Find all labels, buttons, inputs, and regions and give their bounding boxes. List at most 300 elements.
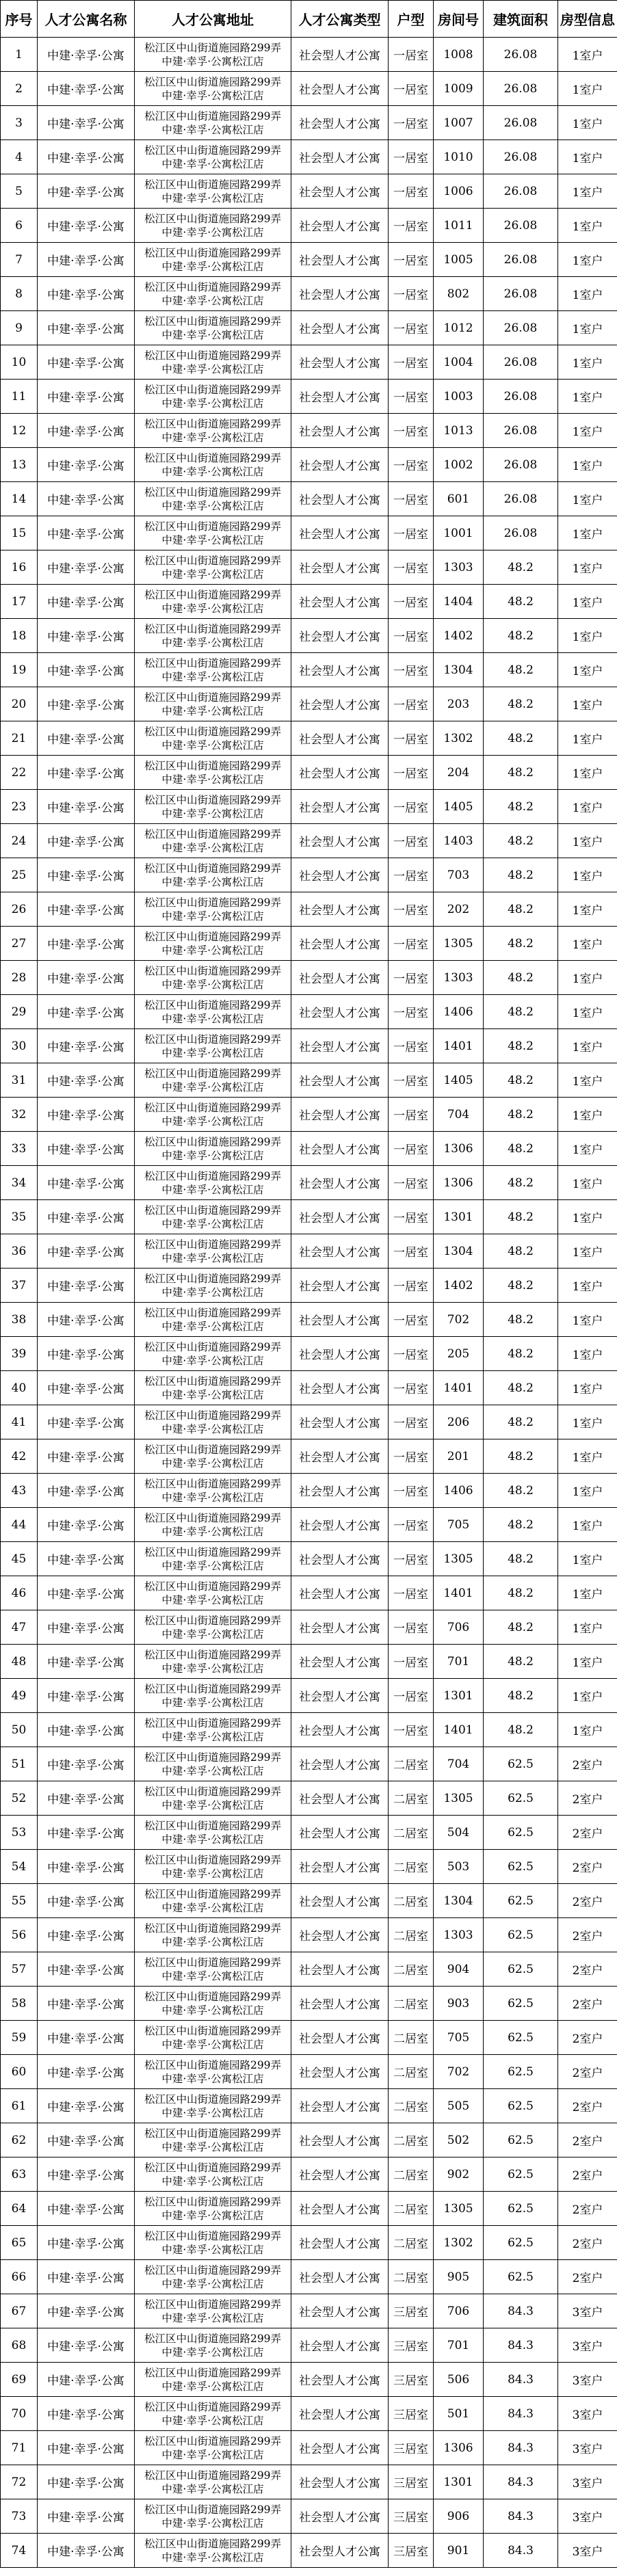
- cell-seq: 29: [1, 995, 38, 1029]
- table-row: [1, 1884, 617, 1918]
- table-row: [1, 516, 617, 550]
- cell-seq: 65: [1, 2226, 38, 2260]
- cell-layout: 一居室: [389, 653, 434, 687]
- cell-apartment-address: [135, 174, 291, 209]
- cell-apartment-name: 中建·幸孚·公寓: [38, 1884, 135, 1918]
- cell-layout: 一居室: [389, 345, 434, 380]
- cell-apartment-type: 社会型人才公寓: [291, 1166, 389, 1200]
- cell-room-number: 1306: [434, 2431, 484, 2465]
- cell-room-number: 1305: [434, 2192, 484, 2226]
- cell-apartment-address: [135, 1234, 291, 1269]
- cell-apartment-name: 中建·幸孚·公寓: [38, 1337, 135, 1371]
- cell-room-number: 1009: [434, 72, 484, 106]
- address-line-1: 松江区中山街道施园路299弄: [144, 827, 282, 840]
- cell-room-number: 904: [434, 1952, 484, 1987]
- cell-floor-area: 26.08: [484, 448, 558, 482]
- cell-seq: 19: [1, 653, 38, 687]
- cell-floor-area: 48.2: [484, 824, 558, 858]
- address-line-1: 松江区中山街道施园路299弄: [144, 588, 282, 601]
- table-row: [1, 1132, 617, 1166]
- cell-apartment-address: [135, 482, 291, 516]
- cell-room-info: 1室户: [558, 414, 617, 448]
- address-line-1: 松江区中山街道施园路299弄: [144, 2469, 282, 2482]
- address-line-2: 中建·幸孚·公寓松江店: [161, 739, 264, 752]
- cell-apartment-type: 社会型人才公寓: [291, 1132, 389, 1166]
- address-line-1: 松江区中山街道施园路299弄: [144, 1135, 282, 1148]
- cell-layout: 一居室: [389, 106, 434, 140]
- table-row: [1, 106, 617, 140]
- cell-apartment-address: [135, 1439, 291, 1474]
- address-line-1: 松江区中山街道施园路299弄: [144, 1990, 282, 2003]
- address-line-2: 中建·幸孚·公寓松江店: [161, 1115, 264, 1128]
- cell-seq: 69: [1, 2363, 38, 2397]
- cell-layout: 二居室: [389, 2055, 434, 2089]
- cell-apartment-name: 中建·幸孚·公寓: [38, 1439, 135, 1474]
- cell-room-number: 204: [434, 756, 484, 790]
- address-line-2: 中建·幸孚·公寓松江店: [161, 1491, 264, 1504]
- header-floor-area: 建筑面积: [484, 1, 558, 38]
- header-layout: 户型: [389, 1, 434, 38]
- address-line-2: 中建·幸孚·公寓松江店: [161, 2004, 264, 2017]
- cell-apartment-type: 社会型人才公寓: [291, 824, 389, 858]
- cell-room-info: 1室户: [558, 1474, 617, 1508]
- cell-floor-area: 48.2: [484, 1371, 558, 1405]
- cell-apartment-address: [135, 1781, 291, 1816]
- cell-apartment-type: 社会型人才公寓: [291, 209, 389, 243]
- cell-apartment-address: [135, 585, 291, 619]
- cell-seq: 39: [1, 1337, 38, 1371]
- cell-apartment-name: 中建·幸孚·公寓: [38, 1234, 135, 1269]
- cell-apartment-address: [135, 1303, 291, 1337]
- table-row: [1, 2089, 617, 2123]
- cell-seq: 40: [1, 1371, 38, 1405]
- cell-seq: 72: [1, 2465, 38, 2499]
- address-line-1: 松江区中山街道施园路299弄: [144, 144, 282, 157]
- cell-room-info: 1室户: [558, 1542, 617, 1576]
- cell-layout: 一居室: [389, 790, 434, 824]
- address-line-1: 松江区中山街道施园路299弄: [144, 75, 282, 88]
- cell-apartment-type: 社会型人才公寓: [291, 1029, 389, 1063]
- address-line-2: 中建·幸孚·公寓松江店: [161, 1422, 264, 1435]
- cell-floor-area: 62.5: [484, 1884, 558, 1918]
- cell-apartment-name: 中建·幸孚·公寓: [38, 380, 135, 414]
- cell-seq: 34: [1, 1166, 38, 1200]
- cell-room-info: 1室户: [558, 961, 617, 995]
- cell-room-number: 1301: [434, 2465, 484, 2499]
- cell-room-number: 702: [434, 2055, 484, 2089]
- cell-floor-area: 62.5: [484, 2123, 558, 2157]
- cell-room-info: 1室户: [558, 106, 617, 140]
- cell-apartment-address: [135, 1884, 291, 1918]
- cell-apartment-name: 中建·幸孚·公寓: [38, 1542, 135, 1576]
- cell-seq: 33: [1, 1132, 38, 1166]
- cell-room-info: 2室户: [558, 1987, 617, 2021]
- cell-seq: 71: [1, 2431, 38, 2465]
- cell-room-number: 502: [434, 2123, 484, 2157]
- table-row: [1, 174, 617, 209]
- cell-seq: 20: [1, 687, 38, 721]
- cell-room-number: 701: [434, 2328, 484, 2363]
- cell-apartment-name: 中建·幸孚·公寓: [38, 721, 135, 756]
- cell-room-number: 701: [434, 1645, 484, 1679]
- cell-apartment-address: [135, 1132, 291, 1166]
- cell-room-number: 1403: [434, 824, 484, 858]
- cell-apartment-name: 中建·幸孚·公寓: [38, 653, 135, 687]
- cell-layout: 二居室: [389, 1918, 434, 1952]
- cell-apartment-type: 社会型人才公寓: [291, 2055, 389, 2089]
- address-line-2: 中建·幸孚·公寓松江店: [161, 2243, 264, 2256]
- address-line-1: 松江区中山街道施园路299弄: [144, 2366, 282, 2379]
- cell-apartment-name: 中建·幸孚·公寓: [38, 277, 135, 311]
- table-row: [1, 2294, 617, 2328]
- address-line-1: 松江区中山街道施园路299弄: [144, 1067, 282, 1080]
- cell-room-number: 205: [434, 1337, 484, 1371]
- cell-apartment-address: [135, 2534, 291, 2568]
- table-row: [1, 995, 617, 1029]
- table-row: [1, 2021, 617, 2055]
- cell-apartment-address: [135, 2294, 291, 2328]
- cell-apartment-address: [135, 1269, 291, 1303]
- table-row: [1, 1303, 617, 1337]
- cell-floor-area: 62.5: [484, 2021, 558, 2055]
- cell-apartment-type: 社会型人才公寓: [291, 1713, 389, 1747]
- cell-floor-area: 48.2: [484, 1098, 558, 1132]
- cell-apartment-type: 社会型人才公寓: [291, 1987, 389, 2021]
- cell-room-number: 601: [434, 482, 484, 516]
- cell-room-number: 1007: [434, 106, 484, 140]
- address-line-2: 中建·幸孚·公寓松江店: [161, 2038, 264, 2051]
- cell-seq: 44: [1, 1508, 38, 1542]
- table-row: [1, 824, 617, 858]
- address-line-2: 中建·幸孚·公寓松江店: [161, 2482, 264, 2495]
- cell-layout: 一居室: [389, 1576, 434, 1610]
- cell-apartment-name: 中建·幸孚·公寓: [38, 550, 135, 585]
- cell-seq: 6: [1, 209, 38, 243]
- cell-floor-area: 62.5: [484, 2157, 558, 2192]
- address-line-1: 松江区中山街道施园路299弄: [144, 109, 282, 122]
- cell-apartment-name: 中建·幸孚·公寓: [38, 2192, 135, 2226]
- cell-floor-area: 48.2: [484, 892, 558, 927]
- cell-layout: 一居室: [389, 1371, 434, 1405]
- table-row: [1, 2397, 617, 2431]
- address-line-1: 松江区中山街道施园路299弄: [144, 2332, 282, 2345]
- table-row: [1, 414, 617, 448]
- cell-apartment-type: 社会型人才公寓: [291, 2397, 389, 2431]
- table-row: [1, 2328, 617, 2363]
- header-row: [1, 1, 617, 38]
- cell-apartment-type: 社会型人才公寓: [291, 106, 389, 140]
- cell-room-info: 1室户: [558, 277, 617, 311]
- table-row: [1, 1679, 617, 1713]
- table-row: [1, 1200, 617, 1234]
- address-line-1: 松江区中山街道施园路299弄: [144, 1853, 282, 1866]
- cell-layout: 一居室: [389, 1337, 434, 1371]
- cell-room-info: 1室户: [558, 619, 617, 653]
- cell-apartment-address: [135, 448, 291, 482]
- cell-seq: 74: [1, 2534, 38, 2568]
- cell-apartment-type: 社会型人才公寓: [291, 140, 389, 174]
- cell-apartment-name: 中建·幸孚·公寓: [38, 1610, 135, 1645]
- cell-floor-area: 48.2: [484, 585, 558, 619]
- cell-apartment-type: 社会型人才公寓: [291, 2294, 389, 2328]
- cell-room-number: 1404: [434, 585, 484, 619]
- cell-seq: 35: [1, 1200, 38, 1234]
- cell-layout: 一居室: [389, 1166, 434, 1200]
- cell-room-info: 2室户: [558, 1952, 617, 1987]
- table-row: [1, 1918, 617, 1952]
- address-line-1: 松江区中山街道施园路299弄: [144, 1716, 282, 1729]
- cell-floor-area: 62.5: [484, 1816, 558, 1850]
- cell-apartment-type: 社会型人才公寓: [291, 619, 389, 653]
- cell-floor-area: 48.2: [484, 1269, 558, 1303]
- address-line-1: 松江区中山街道施园路299弄: [144, 2195, 282, 2208]
- cell-layout: 一居室: [389, 1679, 434, 1713]
- address-line-2: 中建·幸孚·公寓松江店: [161, 807, 264, 820]
- address-line-1: 松江区中山街道施园路299弄: [144, 178, 282, 191]
- cell-layout: 二居室: [389, 2123, 434, 2157]
- cell-apartment-type: 社会型人才公寓: [291, 1508, 389, 1542]
- cell-room-info: 1室户: [558, 448, 617, 482]
- address-line-1: 松江区中山街道施园路299弄: [144, 2058, 282, 2071]
- cell-layout: 二居室: [389, 1987, 434, 2021]
- cell-apartment-type: 社会型人才公寓: [291, 2363, 389, 2397]
- cell-room-number: 505: [434, 2089, 484, 2123]
- table-row: [1, 1234, 617, 1269]
- cell-apartment-name: 中建·幸孚·公寓: [38, 892, 135, 927]
- cell-layout: 一居室: [389, 995, 434, 1029]
- cell-apartment-address: [135, 721, 291, 756]
- address-line-1: 松江区中山街道施园路299弄: [144, 1409, 282, 1422]
- cell-floor-area: 62.5: [484, 1850, 558, 1884]
- cell-room-number: 201: [434, 1439, 484, 1474]
- address-line-2: 中建·幸孚·公寓松江店: [161, 2311, 264, 2324]
- cell-seq: 37: [1, 1269, 38, 1303]
- address-line-2: 中建·幸孚·公寓松江店: [161, 328, 264, 341]
- cell-layout: 一居室: [389, 858, 434, 892]
- table-row: [1, 1508, 617, 1542]
- cell-apartment-name: 中建·幸孚·公寓: [38, 961, 135, 995]
- cell-apartment-address: [135, 2431, 291, 2465]
- cell-apartment-name: 中建·幸孚·公寓: [38, 2226, 135, 2260]
- table-row: [1, 1987, 617, 2021]
- address-line-2: 中建·幸孚·公寓松江店: [161, 2414, 264, 2427]
- cell-room-number: 902: [434, 2157, 484, 2192]
- cell-room-info: 3室户: [558, 2363, 617, 2397]
- cell-apartment-type: 社会型人才公寓: [291, 2499, 389, 2534]
- cell-seq: 11: [1, 380, 38, 414]
- cell-apartment-address: [135, 927, 291, 961]
- address-line-2: 中建·幸孚·公寓松江店: [161, 260, 264, 273]
- cell-seq: 61: [1, 2089, 38, 2123]
- cell-seq: 55: [1, 1884, 38, 1918]
- cell-apartment-type: 社会型人才公寓: [291, 482, 389, 516]
- cell-layout: 一居室: [389, 1098, 434, 1132]
- cell-room-number: 905: [434, 2260, 484, 2294]
- cell-apartment-address: [135, 1850, 291, 1884]
- address-line-2: 中建·幸孚·公寓松江店: [161, 1012, 264, 1025]
- address-line-1: 松江区中山街道施园路299弄: [144, 520, 282, 533]
- table-row: [1, 1371, 617, 1405]
- cell-apartment-type: 社会型人才公寓: [291, 1371, 389, 1405]
- cell-apartment-name: 中建·幸孚·公寓: [38, 1952, 135, 1987]
- cell-floor-area: 48.2: [484, 790, 558, 824]
- cell-layout: 一居室: [389, 1234, 434, 1269]
- cell-room-number: 1306: [434, 1166, 484, 1200]
- cell-floor-area: 48.2: [484, 653, 558, 687]
- cell-apartment-type: 社会型人才公寓: [291, 1439, 389, 1474]
- cell-room-number: 1303: [434, 550, 484, 585]
- cell-apartment-type: 社会型人才公寓: [291, 1405, 389, 1439]
- cell-room-info: 1室户: [558, 995, 617, 1029]
- address-line-2: 中建·幸孚·公寓松江店: [161, 568, 264, 581]
- cell-layout: 一居室: [389, 1439, 434, 1474]
- address-line-1: 松江区中山街道施园路299弄: [144, 486, 282, 499]
- cell-apartment-type: 社会型人才公寓: [291, 1303, 389, 1337]
- cell-apartment-address: [135, 72, 291, 106]
- cell-seq: 73: [1, 2499, 38, 2534]
- cell-apartment-address: [135, 653, 291, 687]
- cell-room-info: 1室户: [558, 1063, 617, 1098]
- header-seq: 序号: [1, 1, 38, 38]
- address-line-1: 松江区中山街道施园路299弄: [144, 896, 282, 909]
- cell-room-info: 1室户: [558, 516, 617, 550]
- address-line-1: 松江区中山街道施园路299弄: [144, 1887, 282, 1900]
- address-line-1: 松江区中山街道施园路299弄: [144, 622, 282, 635]
- cell-apartment-type: 社会型人才公寓: [291, 311, 389, 345]
- address-line-1: 松江区中山街道施园路299弄: [144, 2161, 282, 2174]
- cell-seq: 58: [1, 1987, 38, 2021]
- cell-apartment-name: 中建·幸孚·公寓: [38, 209, 135, 243]
- cell-seq: 27: [1, 927, 38, 961]
- cell-room-info: 1室户: [558, 1508, 617, 1542]
- address-line-2: 中建·幸孚·公寓松江店: [161, 1080, 264, 1093]
- cell-room-number: 1406: [434, 1474, 484, 1508]
- address-line-2: 中建·幸孚·公寓松江店: [161, 2140, 264, 2153]
- address-line-2: 中建·幸孚·公寓松江店: [161, 1046, 264, 1059]
- cell-apartment-name: 中建·幸孚·公寓: [38, 1987, 135, 2021]
- address-line-1: 松江区中山街道施园路299弄: [144, 1477, 282, 1490]
- cell-layout: 三居室: [389, 2465, 434, 2499]
- table-row: [1, 550, 617, 585]
- cell-seq: 10: [1, 345, 38, 380]
- cell-room-number: 704: [434, 1747, 484, 1781]
- cell-apartment-name: 中建·幸孚·公寓: [38, 174, 135, 209]
- address-line-2: 中建·幸孚·公寓松江店: [161, 1149, 264, 1162]
- cell-apartment-name: 中建·幸孚·公寓: [38, 1816, 135, 1850]
- cell-apartment-address: [135, 824, 291, 858]
- cell-apartment-name: 中建·幸孚·公寓: [38, 2294, 135, 2328]
- cell-seq: 56: [1, 1918, 38, 1952]
- cell-room-number: 1402: [434, 619, 484, 653]
- cell-seq: 49: [1, 1679, 38, 1713]
- cell-apartment-type: 社会型人才公寓: [291, 892, 389, 927]
- cell-floor-area: 62.5: [484, 2055, 558, 2089]
- cell-apartment-name: 中建·幸孚·公寓: [38, 243, 135, 277]
- cell-room-info: 1室户: [558, 1029, 617, 1063]
- cell-seq: 8: [1, 277, 38, 311]
- cell-floor-area: 48.2: [484, 858, 558, 892]
- cell-room-info: 1室户: [558, 174, 617, 209]
- cell-floor-area: 48.2: [484, 1200, 558, 1234]
- cell-apartment-address: [135, 1405, 291, 1439]
- address-line-1: 松江区中山街道施园路299弄: [144, 964, 282, 977]
- cell-apartment-type: 社会型人才公寓: [291, 1952, 389, 1987]
- address-line-2: 中建·幸孚·公寓松江店: [161, 2175, 264, 2188]
- table-row: [1, 2431, 617, 2465]
- cell-layout: 一居室: [389, 1132, 434, 1166]
- cell-floor-area: 62.5: [484, 1952, 558, 1987]
- table-row: [1, 687, 617, 721]
- cell-apartment-type: 社会型人才公寓: [291, 414, 389, 448]
- cell-apartment-address: [135, 1508, 291, 1542]
- cell-floor-area: 84.3: [484, 2397, 558, 2431]
- cell-apartment-name: 中建·幸孚·公寓: [38, 72, 135, 106]
- cell-layout: 二居室: [389, 1747, 434, 1781]
- address-line-2: 中建·幸孚·公寓松江店: [161, 294, 264, 307]
- cell-apartment-name: 中建·幸孚·公寓: [38, 1405, 135, 1439]
- cell-apartment-type: 社会型人才公寓: [291, 2260, 389, 2294]
- address-line-2: 中建·幸孚·公寓松江店: [161, 1354, 264, 1367]
- table-row: [1, 2499, 617, 2534]
- cell-seq: 24: [1, 824, 38, 858]
- cell-floor-area: 48.2: [484, 1234, 558, 1269]
- address-line-2: 中建·幸孚·公寓松江店: [161, 362, 264, 375]
- cell-apartment-name: 中建·幸孚·公寓: [38, 2089, 135, 2123]
- table-row: [1, 2260, 617, 2294]
- table-row: [1, 2192, 617, 2226]
- cell-room-info: 1室户: [558, 243, 617, 277]
- cell-apartment-address: [135, 1645, 291, 1679]
- address-line-2: 中建·幸孚·公寓松江店: [161, 1798, 264, 1811]
- table-row: [1, 1029, 617, 1063]
- address-line-1: 松江区中山街道施园路299弄: [144, 246, 282, 259]
- address-line-2: 中建·幸孚·公寓松江店: [161, 1457, 264, 1470]
- address-line-1: 松江区中山街道施园路299弄: [144, 1682, 282, 1695]
- cell-floor-area: 48.2: [484, 1029, 558, 1063]
- address-line-2: 中建·幸孚·公寓松江店: [161, 841, 264, 854]
- cell-layout: 三居室: [389, 2294, 434, 2328]
- cell-floor-area: 48.2: [484, 1645, 558, 1679]
- address-line-1: 松江区中山街道施园路299弄: [144, 759, 282, 772]
- table-row: [1, 1781, 617, 1816]
- cell-layout: 二居室: [389, 1781, 434, 1816]
- cell-apartment-address: [135, 414, 291, 448]
- cell-layout: 一居室: [389, 72, 434, 106]
- cell-room-info: 1室户: [558, 209, 617, 243]
- cell-floor-area: 62.5: [484, 2192, 558, 2226]
- cell-apartment-type: 社会型人才公寓: [291, 585, 389, 619]
- cell-apartment-name: 中建·幸孚·公寓: [38, 1098, 135, 1132]
- cell-apartment-name: 中建·幸孚·公寓: [38, 448, 135, 482]
- cell-apartment-address: [135, 380, 291, 414]
- cell-seq: 30: [1, 1029, 38, 1063]
- cell-room-number: 703: [434, 858, 484, 892]
- cell-seq: 70: [1, 2397, 38, 2431]
- cell-floor-area: 48.2: [484, 619, 558, 653]
- cell-room-info: 1室户: [558, 550, 617, 585]
- cell-layout: 一居室: [389, 1029, 434, 1063]
- address-line-1: 松江区中山街道施园路299弄: [144, 451, 282, 464]
- cell-apartment-type: 社会型人才公寓: [291, 2465, 389, 2499]
- cell-floor-area: 48.2: [484, 1132, 558, 1166]
- cell-floor-area: 48.2: [484, 1337, 558, 1371]
- cell-apartment-type: 社会型人才公寓: [291, 345, 389, 380]
- cell-apartment-name: 中建·幸孚·公寓: [38, 1166, 135, 1200]
- cell-apartment-name: 中建·幸孚·公寓: [38, 1576, 135, 1610]
- cell-layout: 一居室: [389, 687, 434, 721]
- cell-apartment-name: 中建·幸孚·公寓: [38, 2363, 135, 2397]
- cell-floor-area: 48.2: [484, 1063, 558, 1098]
